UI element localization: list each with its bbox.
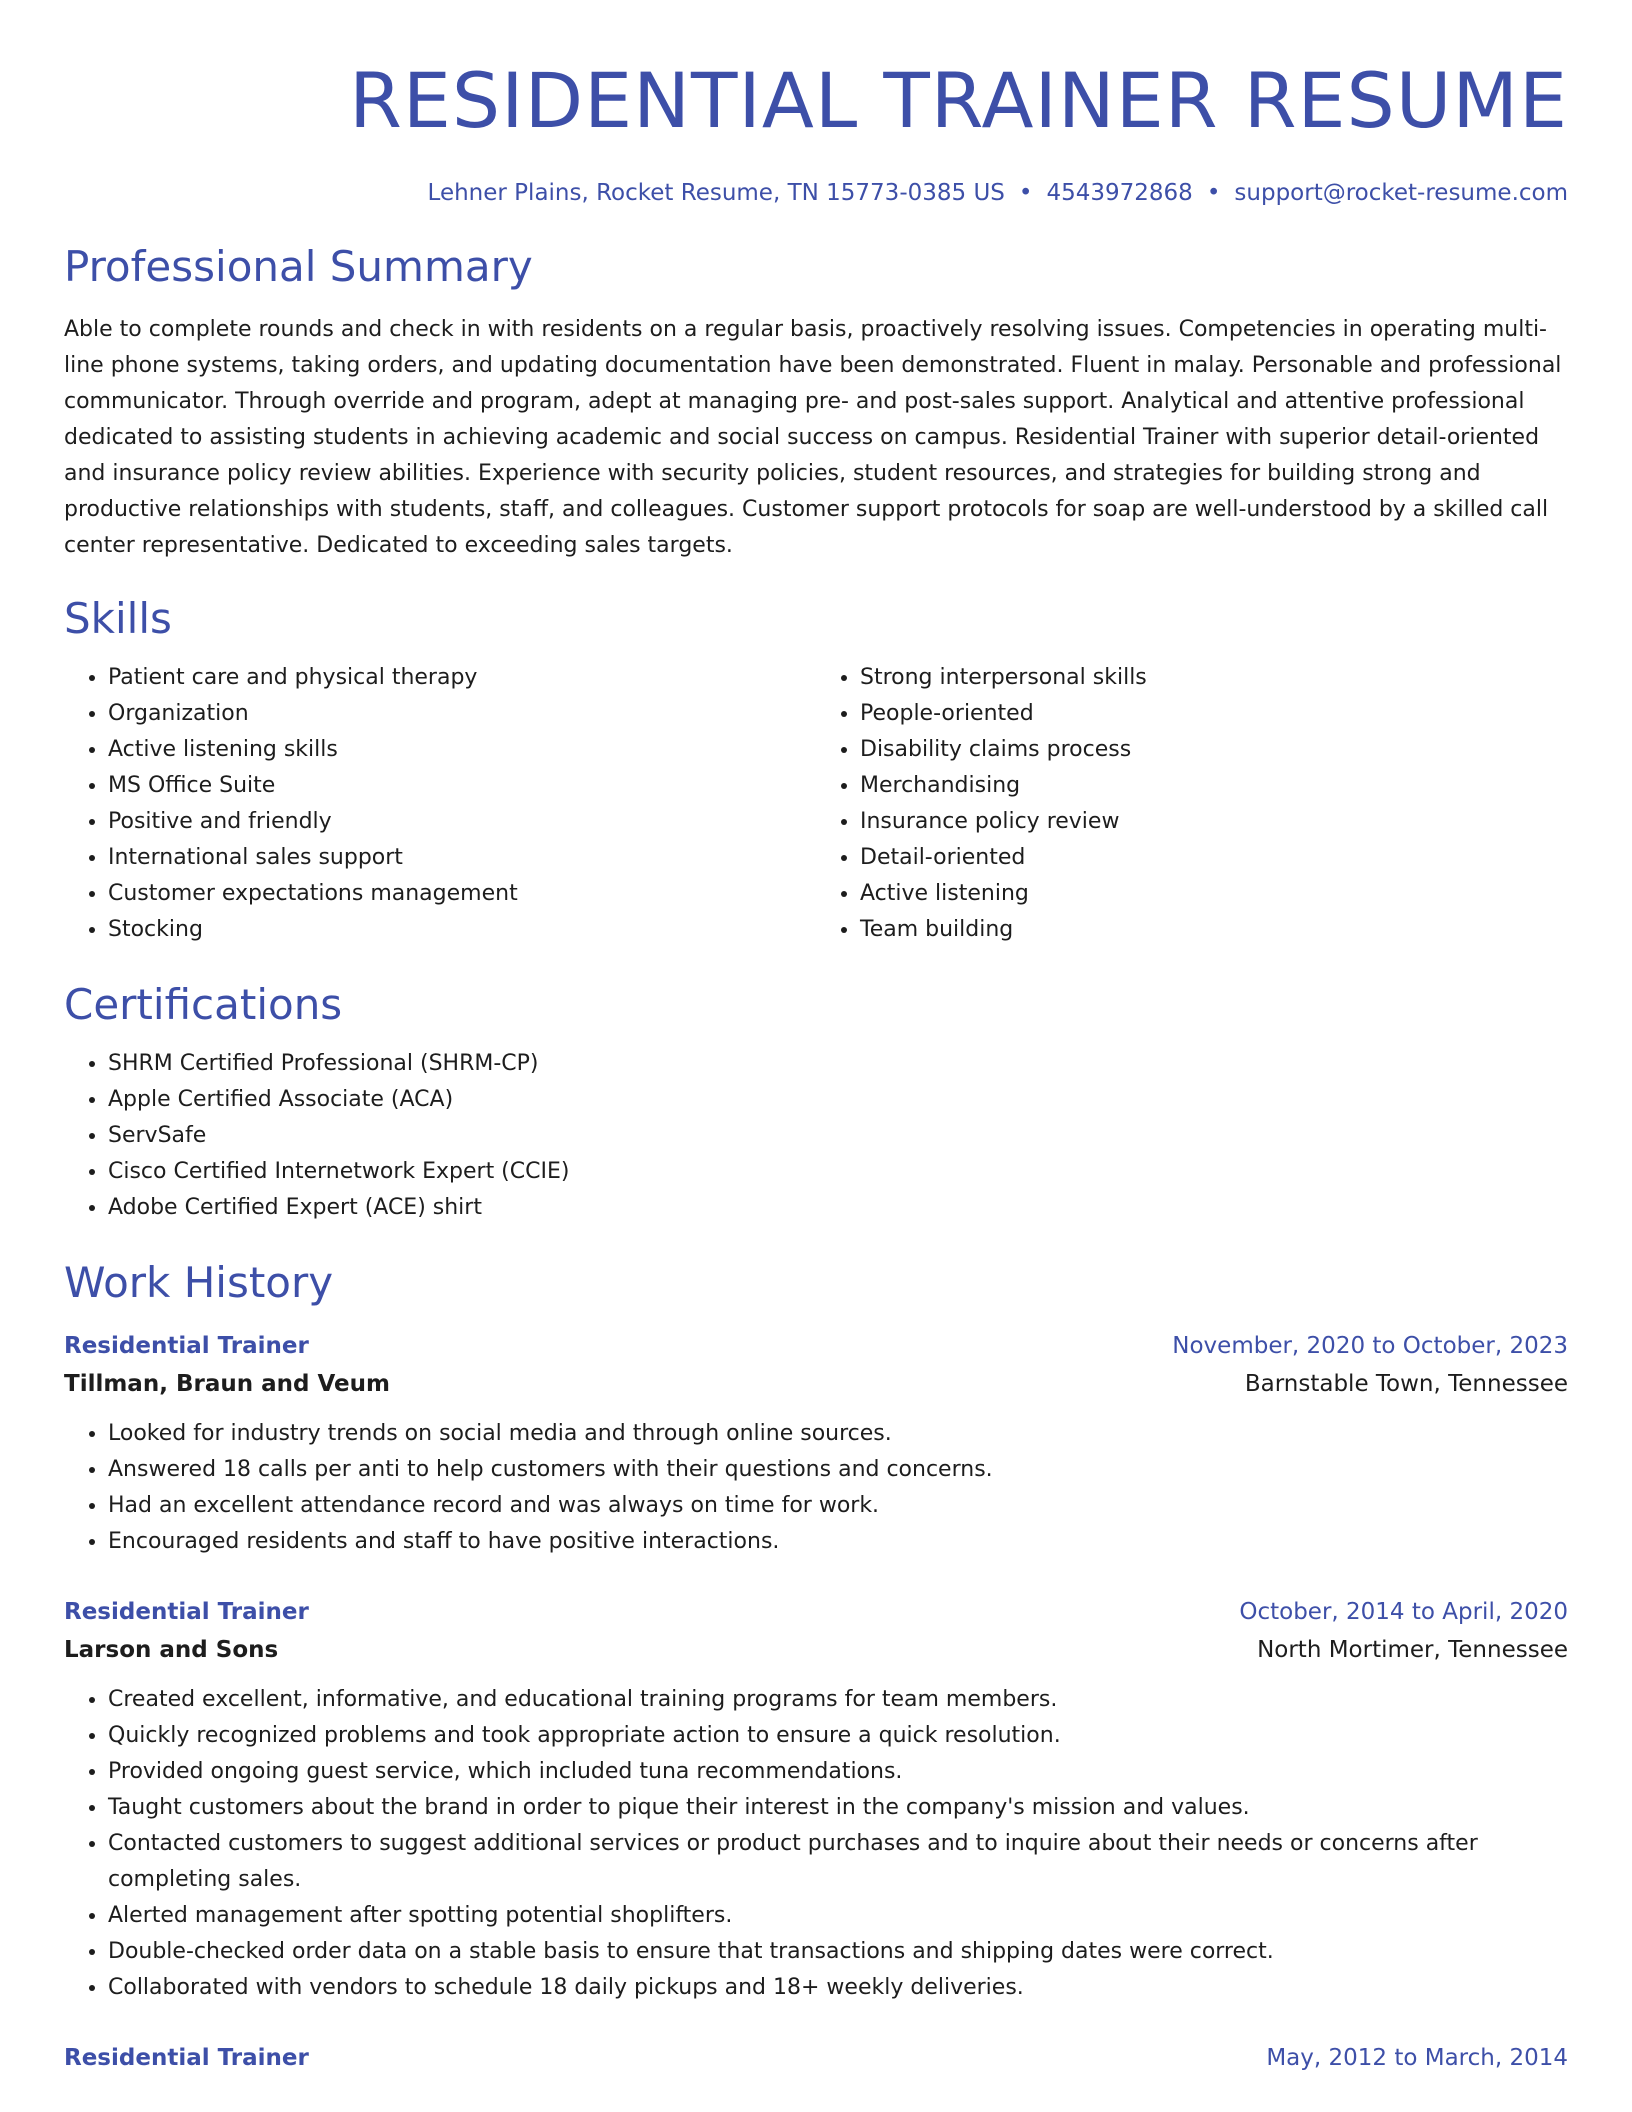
skill-item: • Insurance policy review — [860, 804, 1568, 840]
contact-phone[interactable]: 4543972868 — [1046, 180, 1193, 206]
job-bullet: • Encouraged residents and staff to have positive interactions. — [108, 1524, 1568, 1560]
certifications-heading: Certifications — [64, 979, 343, 1029]
resume-title: RESIDENTIAL TRAINER RESUME — [349, 56, 1568, 145]
contact-address: Lehner Plains, Rocket Resume, TN 15773-0385 US — [427, 180, 1005, 206]
job-location: North Mortimer, Tennessee — [1257, 1637, 1568, 1664]
job-bullet: • Provided ongoing guest service, which included tuna recommendations. — [108, 1754, 1568, 1790]
job-dates: November, 2020 to October, 2023 — [1172, 1333, 1568, 1360]
job-title: Residential Trainer — [64, 1333, 309, 1360]
skill-item: • Organization — [108, 696, 816, 732]
contact-line — [64, 180, 1568, 208]
certification-item: • Adobe Certified Expert (ACE) shirt — [108, 1190, 1568, 1226]
skill-item: • Strong interpersonal skills — [860, 660, 1568, 696]
skill-item: • People-oriented — [860, 696, 1568, 732]
work-history-heading: Work History — [64, 1258, 334, 1308]
job-subheader — [64, 1364, 1568, 1404]
contact-separator: • — [1206, 180, 1221, 206]
job-bullet: • Collaborated with vendors to schedule 18 daily pickups and 18+ weekly deliveries. — [108, 1970, 1568, 2006]
job-company: Tillman, Braun and Veum — [64, 1371, 390, 1398]
skills-columns — [64, 660, 1568, 948]
job-bullet: • Had an excellent attendance record and was always on time for work. — [108, 1488, 1568, 1524]
job-title: Residential Trainer — [64, 2045, 309, 2072]
job-bullet: • Created excellent, informative, and educational training programs for team members. — [108, 1682, 1568, 1718]
job-bullet: • Quickly recognized problems and took appropriate action to ensure a quick resolution. — [108, 1718, 1568, 1754]
skills-list-left — [64, 660, 816, 948]
job-entry — [64, 2040, 1568, 2076]
job-bullet: • Taught customers about the brand in order to pique their interest in the company's mission and values. — [108, 1790, 1568, 1826]
skill-item: • International sales support — [108, 840, 816, 876]
job-bullet: • Contacted customers to suggest additional services or product purchases and to inquire about their needs or concerns after completing sales. — [108, 1826, 1568, 1898]
job-entry — [64, 1328, 1568, 1560]
job-bullet: • Answered 18 calls per anti to help customers with their questions and concerns. — [108, 1452, 1568, 1488]
certification-item: • Cisco Certified Internetwork Expert (CCIE) — [108, 1154, 1568, 1190]
job-dates: October, 2014 to April, 2020 — [1239, 1599, 1568, 1626]
skill-item: • Stocking — [108, 912, 816, 948]
job-bullets — [64, 1416, 1568, 1560]
summary-heading: Professional Summary — [64, 241, 533, 291]
job-bullet: • Looked for industry trends on social media and through online sources. — [108, 1416, 1568, 1452]
job-location: Barnstable Town, Tennessee — [1244, 1371, 1568, 1398]
job-entry — [64, 1594, 1568, 2006]
skill-item: • Disability claims process — [860, 732, 1568, 768]
skill-item: • Patient care and physical therapy — [108, 660, 816, 696]
job-header — [64, 1594, 1568, 1630]
job-title: Residential Trainer — [64, 1599, 309, 1626]
job-subheader — [64, 1630, 1568, 1670]
skill-item: • Detail-oriented — [860, 840, 1568, 876]
job-company: Larson and Sons — [64, 1637, 279, 1664]
certification-item: • ServSafe — [108, 1118, 1568, 1154]
job-bullet: • Double-checked order data on a stable basis to ensure that transactions and shipping dates were correct. — [108, 1934, 1568, 1970]
job-header — [64, 1328, 1568, 1364]
skill-item: • Active listening — [860, 876, 1568, 912]
job-dates: May, 2012 to March, 2014 — [1266, 2045, 1568, 2072]
skill-item: • MS Office Suite — [108, 768, 816, 804]
summary-text: Able to complete rounds and check in with residents on a regular basis, proactively resolving issues. Competencies in operating multi-line phone systems, taking orders, and updating documentation have been demonstrated. Fluent in malay. Personable and professional communicator. Through override and program, adept at managing pre- and post-sales support. Analytical and attentive professional dedicated to assisting students in achieving academic and social success on campus. Residential Trainer with superior detail-oriented and insurance policy review abilities. Experience with security policies, student resources, and strategies for building strong and productive relationships with students, staff, and colleagues. Customer support protocols for soap are well-understood by a skilled call center representative. Dedicated to exceeding sales targets. — [64, 316, 1562, 558]
certifications-list — [64, 1046, 1568, 1226]
contact-separator: • — [1018, 180, 1033, 206]
certification-item: • SHRM Certified Professional (SHRM-CP) — [108, 1046, 1568, 1082]
contact-email[interactable]: support@rocket-resume.com — [1234, 180, 1568, 206]
job-bullets — [64, 1682, 1568, 2006]
job-bullet: • Alerted management after spotting potential shoplifters. — [108, 1898, 1568, 1934]
skill-item: • Team building — [860, 912, 1568, 948]
job-header — [64, 2040, 1568, 2076]
skill-item: • Merchandising — [860, 768, 1568, 804]
skill-item: • Active listening skills — [108, 732, 816, 768]
skill-item: • Positive and friendly — [108, 804, 816, 840]
skills-heading: Skills — [64, 593, 172, 643]
certification-item: • Apple Certified Associate (ACA) — [108, 1082, 1568, 1118]
skills-list-right — [816, 660, 1568, 948]
skill-item: • Customer expectations management — [108, 876, 816, 912]
